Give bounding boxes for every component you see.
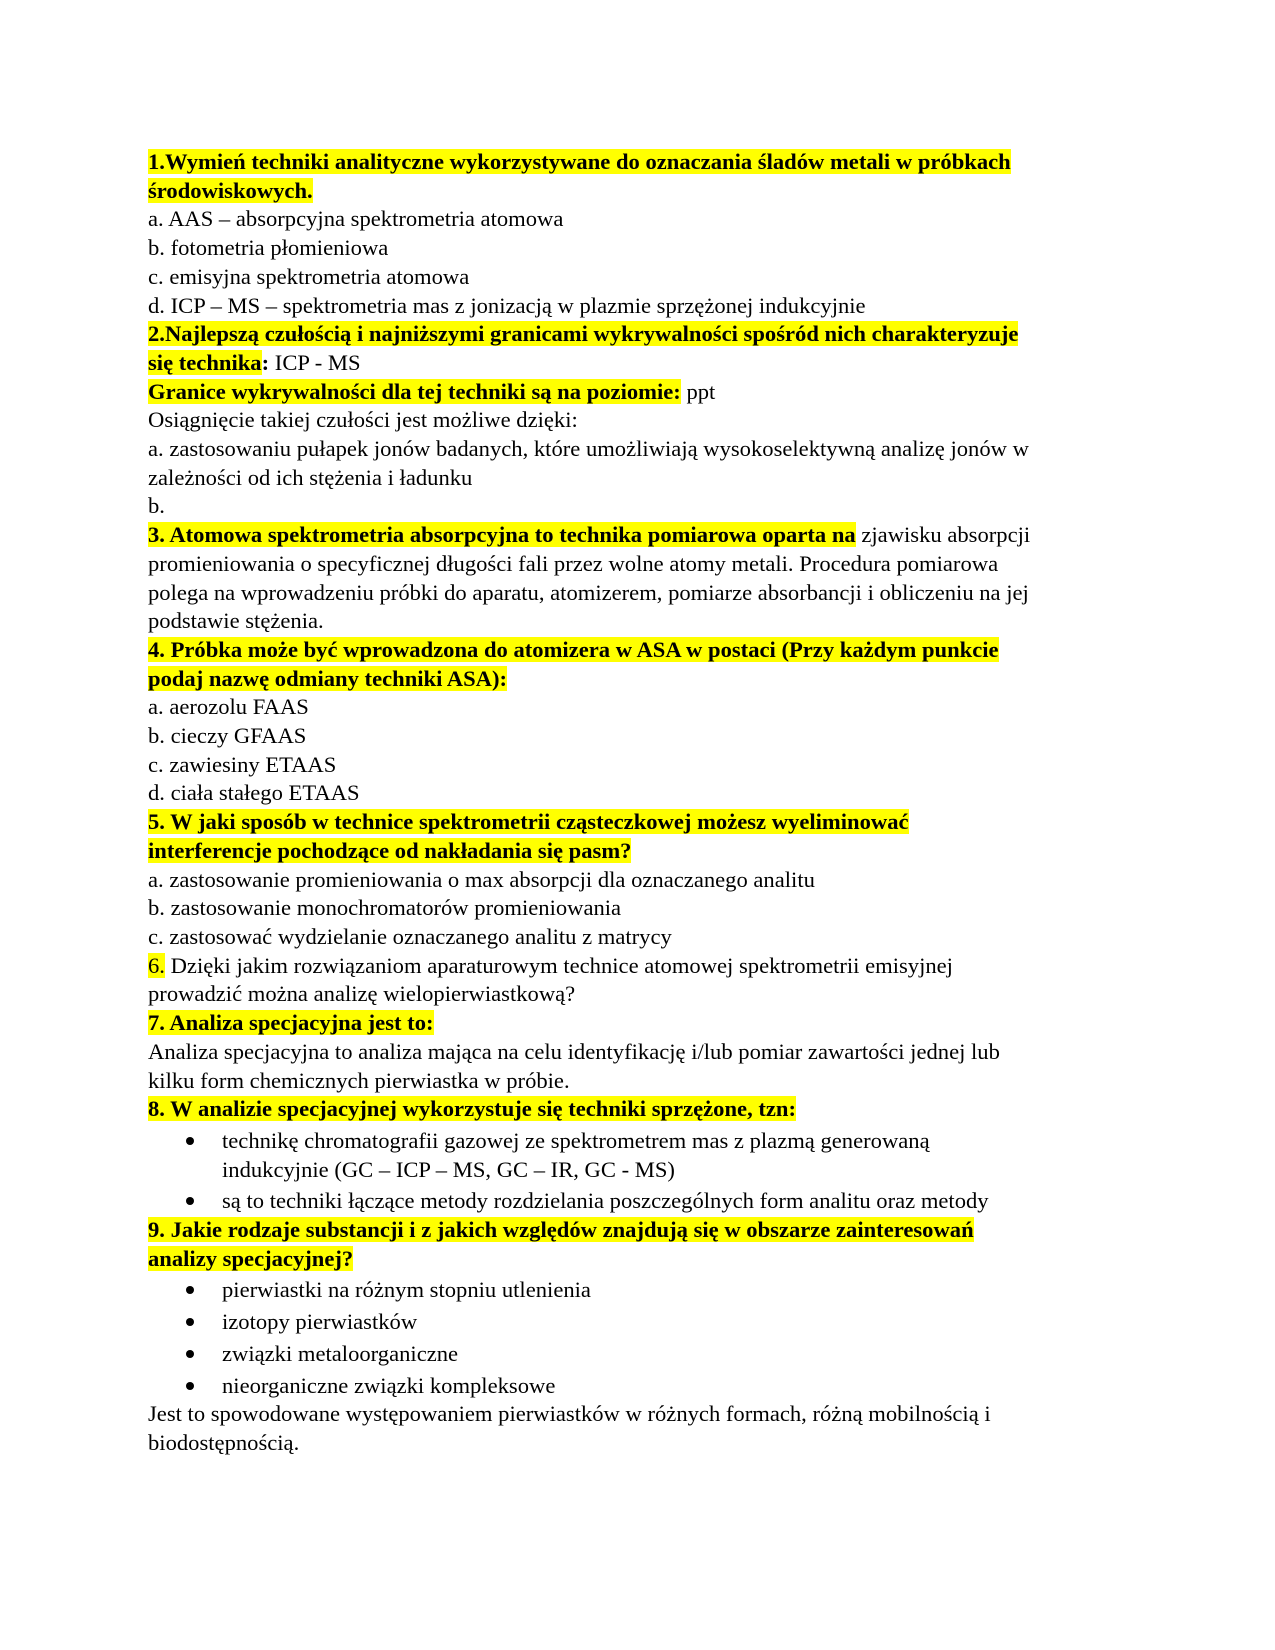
q9-bullet-item xyxy=(148,1340,1138,1369)
q8-bullet-item xyxy=(148,1187,1138,1216)
q8-bullet-text: technikę chromatografii gazowej ze spektrometrem mas z plazmą generowaną xyxy=(222,1127,930,1153)
q5-heading-line-2 xyxy=(148,837,1138,866)
q4-heading-line-1 xyxy=(148,636,1138,665)
q1-item: d. ICP – MS – spektrometria mas z jonizacją w plazmie sprzężonej indukcyjnie xyxy=(148,292,866,318)
q1-item: b. fotometria płomieniowa xyxy=(148,235,389,261)
q7-text: Analiza specjacyjna to analiza mająca na celu identyfikację i/lub pomiar zawartości jednej lub xyxy=(148,1038,1000,1064)
q9-heading-part-2: analizy specjacyjnej? xyxy=(148,1245,354,1271)
q2-limits-value: ppt xyxy=(680,378,716,404)
q8-heading: 8. W analizie specjacyjnej wykorzystuje się techniki sprzężone, tzn: xyxy=(148,1096,797,1122)
document-page xyxy=(148,148,1138,1458)
q3-text: promieniowania o specyficznej długości fali przez wolne atomy metali. Procedura pomiarowa xyxy=(148,550,999,576)
q3-text: polega na wprowadzeniu próbki do aparatu, atomizerem, pomiarze absorbancji i obliczeniu na jej xyxy=(148,579,1029,605)
q5-item: c. zastosować wydzielanie oznaczanego analitu z matrycy xyxy=(148,923,672,949)
bullet-icon xyxy=(186,1197,194,1205)
q3-text: podstawie stężenia. xyxy=(148,608,324,634)
q1-item: c. emisyjna spektrometria atomowa xyxy=(148,263,470,289)
q9-bullet-item xyxy=(148,1372,1138,1401)
q2-text: a. zastosowaniu pułapek jonów badanych, które umożliwiają wysokoselektywną analizę jonów w xyxy=(148,436,1029,462)
q9-bullet-text: związki metaloorganiczne xyxy=(222,1340,459,1366)
q6-text: prowadzić można analizę wielopierwiastkową? xyxy=(148,981,576,1007)
q2-text: zależności od ich stężenia i ładunku xyxy=(148,464,473,490)
q5-heading-line-1 xyxy=(148,808,1138,837)
q6-text-start: Dzięki jakim rozwiązaniom aparaturowym technice atomowej spektrometrii emisyjnej xyxy=(164,952,953,978)
q8-bullet-continuation: indukcyjnie (GC – ICP – MS, GC – IR, GC - MS) xyxy=(222,1156,675,1182)
q9-text: Jest to spowodowane występowaniem pierwiastków w różnych formach, różną mobilnością i xyxy=(148,1401,991,1427)
q8-bullet-item xyxy=(148,1127,1138,1156)
q1-heading-part-2: środowiskowych. xyxy=(148,177,313,203)
q6-line-1 xyxy=(148,952,1138,981)
q3-heading-line xyxy=(148,521,1138,550)
q2-answer: ICP - MS xyxy=(269,349,361,375)
q4-item: a. aerozolu FAAS xyxy=(148,694,309,720)
q5-heading-part-2: interferencje pochodzące od nakładania się pasm? xyxy=(148,837,632,863)
q5-item: a. zastosowanie promieniowania o max absorpcji dla oznaczanego analitu xyxy=(148,866,815,892)
q7-heading-line xyxy=(148,1009,1138,1038)
bullet-icon xyxy=(186,1286,194,1294)
q7-text: kilku form chemicznych pierwiastka w próbie. xyxy=(148,1067,570,1093)
q9-heading-line-2 xyxy=(148,1245,1138,1274)
q9-text: biodostępnością. xyxy=(148,1429,300,1455)
q5-item: b. zastosowanie monochromatorów promieniowania xyxy=(148,895,622,921)
q4-heading-part-2: podaj nazwę odmiany techniki ASA): xyxy=(148,665,508,691)
q2-limits-line xyxy=(148,378,1138,407)
bullet-icon xyxy=(186,1382,194,1390)
q9-bullet-text: pierwiastki na różnym stopniu utlenienia xyxy=(222,1277,591,1303)
q1-item: a. AAS – absorpcyjna spektrometria atomowa xyxy=(148,206,564,232)
q4-item: d. ciała stałego ETAAS xyxy=(148,780,360,806)
q1-heading-line-1 xyxy=(148,148,1138,177)
q9-heading-part-1: 9. Jakie rodzaje substancji i z jakich względów znajdują się w obszarze zainteresowań xyxy=(148,1217,974,1243)
q9-bullet-text: nieorganiczne związki kompleksowe xyxy=(222,1372,556,1398)
q9-bullet-text: izotopy pierwiastków xyxy=(222,1309,418,1335)
q9-heading-line-1 xyxy=(148,1216,1138,1245)
q2-heading-line-2 xyxy=(148,349,1138,378)
q2-limits-label: Granice wykrywalności dla tej techniki są na poziomie: xyxy=(148,378,681,404)
q2-heading-colon: : xyxy=(261,349,270,375)
q8-bullet-text: są to techniki łączące metody rozdzielania poszczególnych form analitu oraz metody xyxy=(222,1188,989,1214)
q2-text: b. xyxy=(148,493,165,519)
bullet-icon xyxy=(186,1137,194,1145)
q4-heading-line-2 xyxy=(148,665,1138,694)
q2-heading-line-1 xyxy=(148,320,1138,349)
q2-text: Osiągnięcie takiej czułości jest możliwe dzięki: xyxy=(148,407,578,433)
q9-bullet-item xyxy=(148,1276,1138,1305)
q3-heading: 3. Atomowa spektrometria absorpcyjna to technika pomiarowa oparta na xyxy=(148,522,856,548)
q2-heading-part-2: się technika xyxy=(148,349,262,375)
q4-heading-part-1: 4. Próbka może być wprowadzona do atomizera w ASA w postaci (Przy każdym punkcie xyxy=(148,636,999,662)
bullet-icon xyxy=(186,1318,194,1326)
q3-text-start: zjawisku absorpcji xyxy=(855,522,1031,548)
q4-item: c. zawiesiny ETAAS xyxy=(148,751,337,777)
q5-heading-part-1: 5. W jaki sposób w technice spektrometrii cząsteczkowej możesz wyeliminować xyxy=(148,809,909,835)
q4-item: b. cieczy GFAAS xyxy=(148,723,307,749)
q8-heading-line xyxy=(148,1095,1138,1124)
q7-heading: 7. Analiza specjacyjna jest to: xyxy=(148,1010,434,1036)
q9-bullet-item xyxy=(148,1308,1138,1337)
q6-number: 6. xyxy=(148,952,165,978)
q1-heading-line-2 xyxy=(148,177,1138,206)
q2-heading-part-1: 2.Najlepszą czułością i najniższymi granicami wykrywalności spośród nich charakteryzuje xyxy=(148,321,1019,347)
q1-heading-part-1: 1.Wymień techniki analityczne wykorzystywane do oznaczania śladów metali w próbkach xyxy=(148,149,1011,174)
bullet-icon xyxy=(186,1350,194,1358)
